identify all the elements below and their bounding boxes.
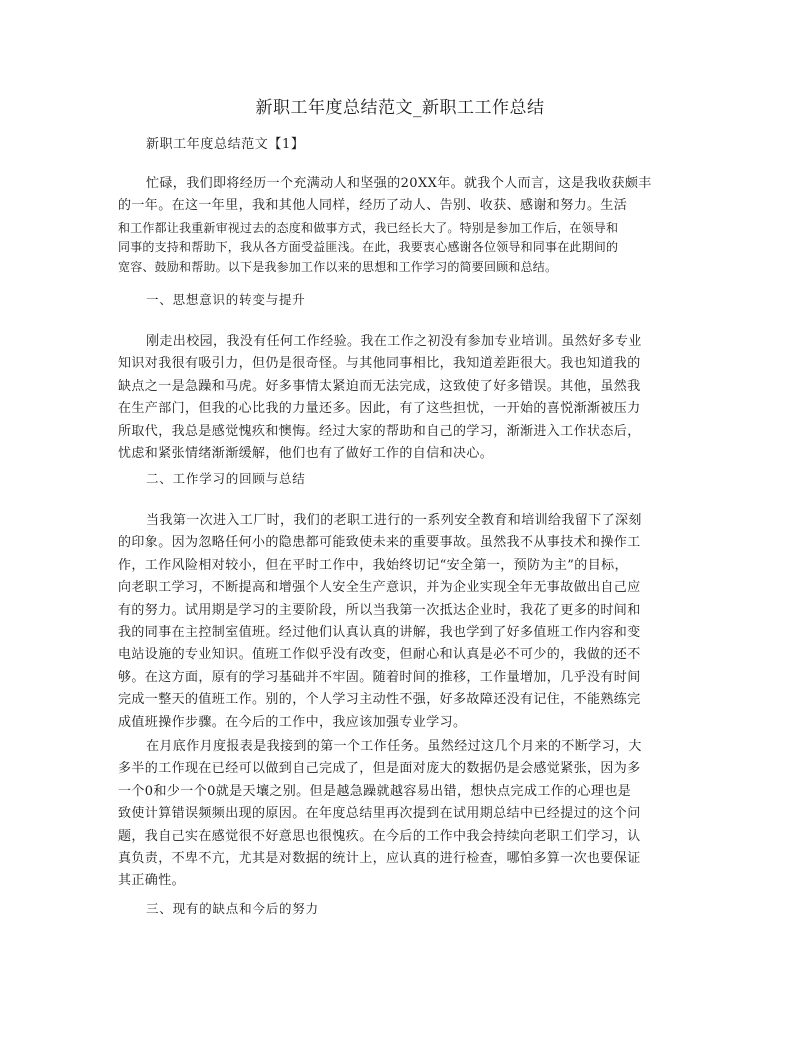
paragraph-section-2a [118,510,690,734]
text-line: 多半的工作现在已经可以做到自己完成了，但是面对庞大的数据仍是会感觉紧张，因为多 [118,761,641,777]
text-line: 真负责，不卑不亢，尤其是对数据的统计上，应认真的进行检查，哪怕多算一次也要保证 [118,851,641,867]
text-line: 的一年。在这一年里，我和其他人同样，经历了动人、告别、收获、感谢和努力。生活 [118,198,628,214]
section-heading-3: 三、现有的缺点和今后的努力 [146,901,319,916]
text-line: 题，我自己实在感觉很不好意思也很愧疚。在今后的工作中我会持续向老职工们学习，认 [118,828,641,844]
text-line: 成值班操作步骤。在今后的工作中，我应该加强专业学习。 [118,714,467,730]
text-line: 一个0和少一个0就是天壤之别。但是越急躁就越容易出错，想快点完成工作的心理也是 [118,783,632,799]
text-line: 缺点之一是急躁和马虎。好多事情太紧迫而无法完成，这致使了好多错误。其他，虽然我 [118,378,641,394]
text-line: 同事的支持和帮助下，我从各方面受益匪浅。在此，我要衷心感谢各位领导和同事在此期间的 [118,240,619,255]
text-line: 致使计算错误频频出现的原因。在年度总结里再次提到在试用期总结中已经提过的这个问 [118,806,641,822]
text-line: 忧虑和紧张情绪渐渐缓解，他们也有了做好工作的自信和决心。 [118,446,494,462]
text-line: 忙碌，我们即将经历一个充满动人和坚强的20XX年。就我个人而言，这是我收获颇丰 [146,176,652,191]
text-line: 有的努力。试用期是学习的主要阶段，所以当我第一次抵达企业时，我花了更多的时间和 [118,602,641,618]
paragraph-section-1 [118,331,690,465]
text-line: 的印象。因为忽略任何小的隐患都可能致使未来的重要事故。虽然我不从事技术和操作工 [118,535,641,551]
text-line: 我的同事在主控制室值班。经过他们认真认真的讲解，我也学到了好多值班工作内容和变 [118,625,641,641]
paragraph-intro-1 [118,173,690,218]
text-line: 和工作都让我重新审视过去的态度和做事方式，我已经长大了。特别是参加工作后，在领导和 [118,221,619,235]
text-line: 向老职工学习，不断提高和增强个人安全生产意识，并为企业实现全年无事故做出自己应 [118,580,641,596]
text-line: 当我第一次进入工厂时，我们的老职工进行的一系列安全教育和培训给我留下了深刻 [146,513,642,528]
document-subtitle: 新职工年度总结范文【1】 [146,137,305,152]
text-line: 在生产部门，但我的心比我的力量还多。因此，有了这些担忧，一开始的喜悦渐渐被压力 [118,401,641,417]
text-line: 刚走出校园，我没有任何工作经验。我在工作之初没有参加专业培训。虽然好多专业 [146,334,642,349]
text-line: 完成一整天的值班工作。别的，个人学习主动性不强，好多故障还没有记住，不能熟练完 [118,692,641,708]
text-line: 够。在这方面，原有的学习基础并不牢固。随着时间的推移，工作量增加，几乎没有时间 [118,669,641,685]
section-heading-2: 二、工作学习的回顾与总结 [146,471,306,486]
text-line: 宽容、鼓励和帮助。以下是我参加工作以来的思想和工作学习的简要回顾和总结。 [118,259,558,274]
text-line: 电站设施的专业知识。值班工作似乎没有改变，但耐心和认真是必不可少的，我做的还不 [118,647,641,663]
text-line: 所取代，我总是感觉愧疚和懊悔。经过大家的帮助和自己的学习，渐渐进入工作状态后， [118,423,641,439]
text-line: 在月底作月度报表是我接到的第一个工作任务。虽然经过这几个月来的不断学习，大 [146,739,642,754]
document-title: 新职工年度总结范文_新职工工作总结 [255,98,545,118]
text-line: 其正确性。 [118,873,186,889]
section-heading-1: 一、思想意识的转变与提升 [146,292,306,307]
paragraph-intro-2 [118,219,690,277]
paragraph-section-2b [118,736,690,893]
text-line: 知识对我很有吸引力，但仍是很奇怪。与其他同事相比，我知道差距很大。我也知道我的 [118,356,641,372]
text-line: 作，工作风险相对较小，但在平时工作中，我始终切记“安全第一，预防为主”的目标， [118,557,628,573]
